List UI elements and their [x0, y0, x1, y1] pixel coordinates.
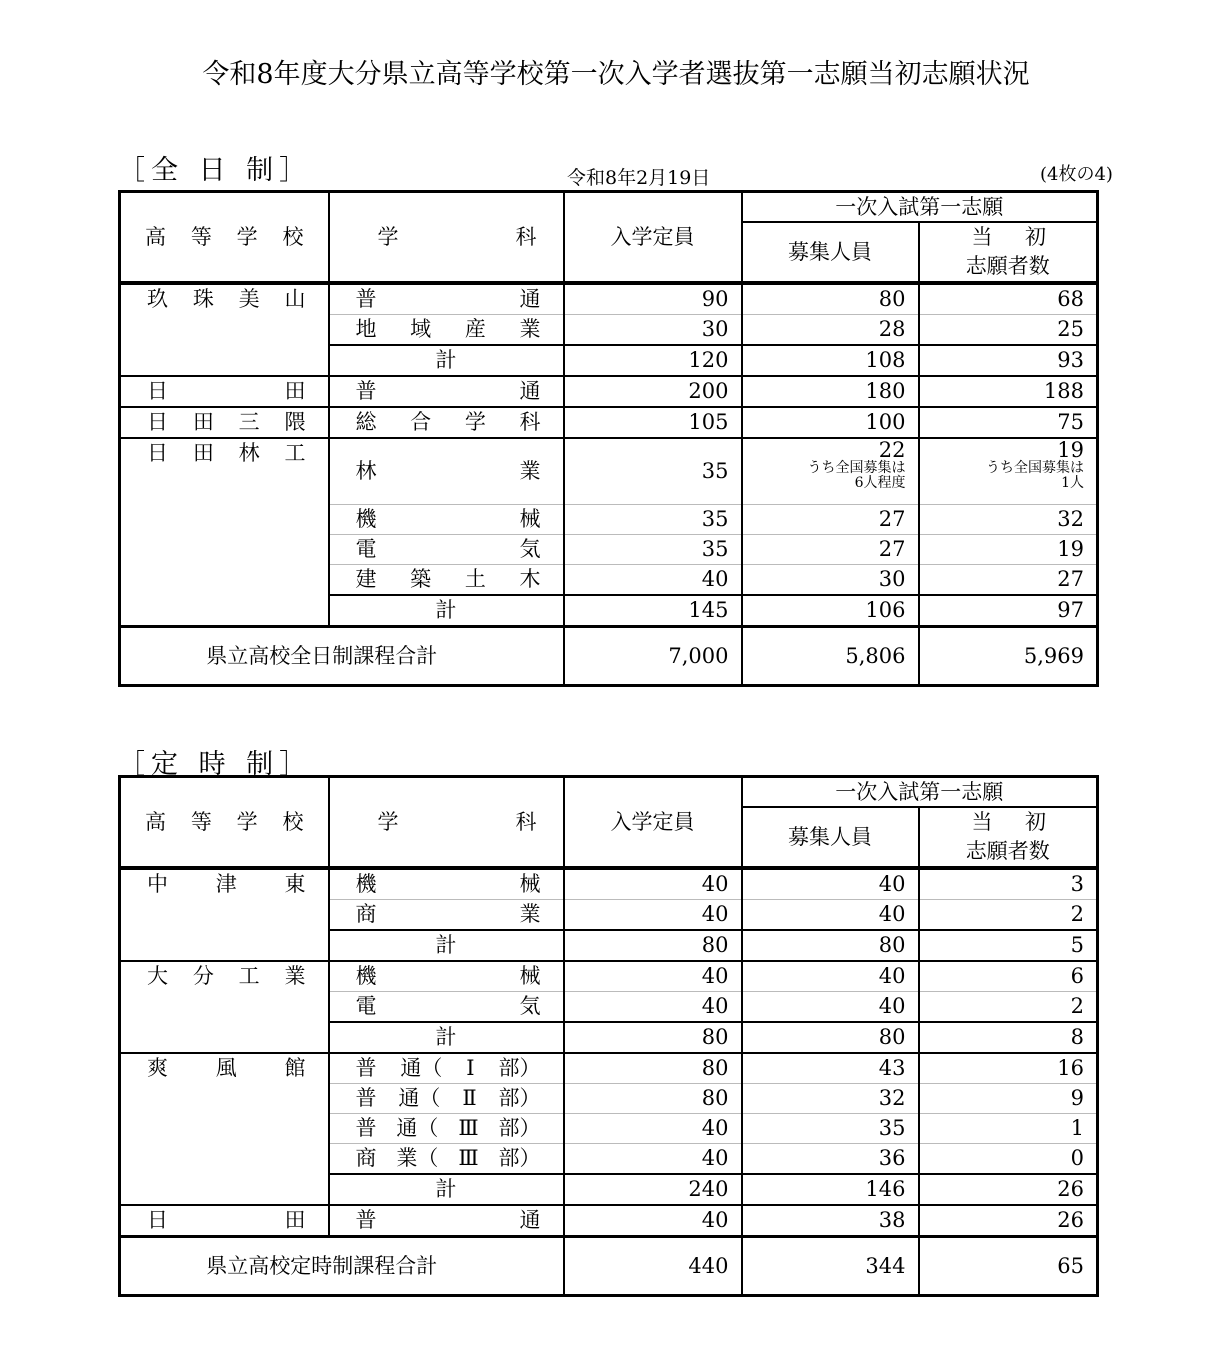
char: 田 [192, 410, 214, 434]
subtotal-label: 計 [329, 1022, 564, 1053]
school-name [120, 1053, 329, 1205]
char: 業 [284, 964, 306, 988]
capacity-cell: 40 [564, 868, 742, 900]
applicants-note: うち全国募集は [986, 460, 1084, 476]
char: 日 [147, 379, 168, 403]
applicants-cell: 26 [919, 1174, 1098, 1205]
char: 山 [284, 287, 306, 311]
header-school [120, 777, 329, 869]
total-label: 県立高校定時制課程合計 [120, 1237, 564, 1296]
recruit-cell: 27 [742, 534, 919, 564]
char: 築 [410, 566, 432, 591]
dept-name [329, 961, 564, 992]
char: 普 [355, 287, 377, 311]
char: 校 [282, 809, 304, 834]
dept-name [329, 1144, 564, 1175]
report-date: 令和8年2月19日 [567, 167, 711, 189]
capacity-cell: 35 [564, 534, 742, 564]
recruit-cell: 43 [742, 1053, 919, 1084]
total-label: 県立高校全日制課程合計 [120, 626, 564, 685]
char: Ⅲ [458, 1146, 479, 1170]
char: 等 [190, 809, 212, 834]
applicants-cell: 2 [919, 900, 1098, 931]
char: 珠 [192, 287, 214, 311]
total-capacity: 7,000 [564, 626, 742, 685]
char: 普 [355, 1116, 377, 1140]
school-name [120, 1205, 329, 1237]
recruit-cell: 36 [742, 1144, 919, 1175]
recruit-cell: 108 [742, 345, 919, 376]
char: 玖 [147, 287, 168, 311]
school-name [120, 961, 329, 1053]
header-capacity: 入学定員 [564, 192, 742, 284]
capacity-cell: 80 [564, 930, 742, 961]
char: 工 [284, 441, 306, 465]
char: 校 [282, 224, 304, 249]
char: 械 [519, 506, 541, 531]
char: 建 [355, 566, 377, 591]
char: 電 [355, 536, 377, 561]
char: 学 [377, 224, 399, 249]
recruit-note: 6人程度 [854, 475, 906, 491]
applicants-cell: 25 [919, 315, 1098, 346]
char: 通 [519, 379, 541, 403]
header-school [120, 192, 329, 284]
capacity-cell: 120 [564, 345, 742, 376]
applicants-cell: 2 [919, 992, 1098, 1023]
char: 大 [147, 964, 168, 988]
total-recruit: 344 [742, 1237, 919, 1296]
table-row [120, 407, 1098, 438]
char: 普 [355, 1056, 377, 1080]
recruit-cell: 146 [742, 1174, 919, 1205]
header-row [120, 192, 1098, 223]
char: 田 [284, 379, 306, 403]
char: 学 [236, 809, 258, 834]
recruit-cell: 180 [742, 376, 919, 407]
section-label-zennichi: ［全 日 制］ [118, 155, 313, 186]
char: 等 [190, 224, 212, 249]
char: 木 [519, 566, 541, 591]
char: 機 [355, 872, 377, 896]
recruit-cell: 106 [742, 595, 919, 627]
subtotal-label: 計 [329, 595, 564, 627]
applicants-note: 1人 [1061, 475, 1084, 491]
char: 中 [147, 872, 168, 896]
char: 館 [284, 1056, 306, 1080]
char: 日 [147, 441, 168, 465]
char: 土 [464, 566, 486, 591]
school-name [120, 407, 329, 438]
total-capacity: 440 [564, 1237, 742, 1296]
recruit-note: うち全国募集は [807, 460, 906, 476]
applicants-cell: 0 [919, 1144, 1098, 1175]
header-applicants-line2: 志願者数 [965, 254, 1050, 278]
recruit-cell: 22 うち全国募集は 6人程度 [742, 438, 919, 504]
dept-name [329, 283, 564, 315]
dept-name [329, 564, 564, 595]
char: 気 [519, 536, 541, 561]
char: 田 [192, 441, 214, 465]
zennichi-table [118, 190, 1099, 687]
capacity-cell: 40 [564, 961, 742, 992]
table-row [120, 376, 1098, 407]
char: 林 [355, 458, 377, 483]
char: 三 [238, 410, 260, 434]
table-row [120, 868, 1098, 900]
school-name [120, 376, 329, 407]
header-applicants [919, 807, 1098, 868]
char: 科 [519, 410, 541, 434]
table-row [120, 1205, 1098, 1237]
char: 商 [355, 902, 377, 926]
char: 当 [971, 810, 993, 834]
total-row [120, 1237, 1098, 1296]
capacity-cell: 35 [564, 504, 742, 534]
capacity-cell: 40 [564, 1114, 742, 1144]
applicants-cell: 8 [919, 1022, 1098, 1053]
char: Ⅱ [462, 1086, 477, 1110]
char: 普 [355, 1086, 377, 1110]
subtotal-label: 計 [329, 930, 564, 961]
capacity-cell: 80 [564, 1022, 742, 1053]
char: 林 [238, 441, 260, 465]
header-capacity: 入学定員 [564, 777, 742, 869]
header-row [120, 777, 1098, 808]
page-indicator: (4枚の4) [1040, 164, 1113, 185]
applicants-cell: 16 [919, 1053, 1098, 1084]
recruit-cell: 28 [742, 315, 919, 346]
recruit-cell: 30 [742, 564, 919, 595]
dept-name [329, 407, 564, 438]
header-recruit: 募集人員 [742, 807, 919, 868]
capacity-cell: 240 [564, 1174, 742, 1205]
char: 機 [355, 964, 377, 988]
char: 械 [519, 872, 541, 896]
recruit-cell: 27 [742, 504, 919, 534]
char: 業 [519, 902, 541, 926]
applicants-cell: 19 うち全国募集は 1人 [919, 438, 1098, 504]
recruit-cell: 38 [742, 1205, 919, 1237]
subtotal-label: 計 [329, 1174, 564, 1205]
char: 部） [498, 1146, 541, 1170]
dept-name [329, 1205, 564, 1237]
char: 通 [519, 1208, 541, 1232]
capacity-cell: 40 [564, 1205, 742, 1237]
total-recruit: 5,806 [742, 626, 919, 685]
char: 風 [215, 1056, 237, 1080]
capacity-cell: 40 [564, 900, 742, 931]
char: 通（ [396, 1116, 439, 1140]
recruit-cell: 40 [742, 961, 919, 992]
applicants-cell: 6 [919, 961, 1098, 992]
char: 部） [498, 1086, 541, 1110]
subtotal-label: 計 [329, 345, 564, 376]
recruit-cell: 40 [742, 868, 919, 900]
applicants-cell: 188 [919, 376, 1098, 407]
char: 爽 [147, 1056, 168, 1080]
char: 当 [971, 225, 993, 249]
char: 高 [145, 809, 166, 834]
char: 日 [147, 410, 168, 434]
total-row [120, 626, 1098, 685]
dept-name [329, 504, 564, 534]
table-row [120, 1053, 1098, 1084]
char: 通 [519, 287, 541, 311]
school-name [120, 868, 329, 961]
page-title: 令和8年度大分県立高等学校第一次入学者選抜第一志願当初志願状況 [202, 59, 1030, 90]
char: 械 [519, 964, 541, 988]
header-recruit: 募集人員 [742, 222, 919, 283]
capacity-cell: 40 [564, 1144, 742, 1175]
total-applicants: 5,969 [919, 626, 1098, 685]
char: 商 [355, 1146, 377, 1170]
recruit-cell: 80 [742, 1022, 919, 1053]
char: 学 [464, 410, 486, 434]
header-dept [329, 192, 564, 284]
char: 東 [284, 872, 306, 896]
capacity-cell: 200 [564, 376, 742, 407]
char: 田 [284, 1208, 306, 1232]
capacity-cell: 90 [564, 283, 742, 315]
char: 科 [515, 224, 537, 249]
char: 電 [355, 994, 377, 1018]
applicants-cell: 68 [919, 283, 1098, 315]
capacity-cell: 80 [564, 1053, 742, 1084]
char: 工 [238, 964, 260, 988]
recruit-cell: 32 [742, 1084, 919, 1114]
char: 合 [410, 410, 432, 434]
section-label-teiji: ［定 時 制］ [118, 749, 313, 780]
char: 域 [410, 317, 432, 341]
capacity-cell: 40 [564, 992, 742, 1023]
total-applicants: 65 [919, 1237, 1098, 1296]
table-row [120, 961, 1098, 992]
char: 普 [355, 379, 377, 403]
char: 学 [236, 224, 258, 249]
capacity-cell: 105 [564, 407, 742, 438]
char: 気 [519, 994, 541, 1018]
dept-name [329, 1053, 564, 1084]
char: 普 [355, 1208, 377, 1232]
capacity-cell: 30 [564, 315, 742, 346]
capacity-cell: 80 [564, 1084, 742, 1114]
dept-name [329, 315, 564, 346]
capacity-cell: 145 [564, 595, 742, 627]
applicants-cell: 19 [919, 534, 1098, 564]
header-group: 一次入試第一志願 [742, 777, 1098, 808]
char: 部） [498, 1116, 541, 1140]
char: 業 [519, 458, 541, 483]
char: 業 [519, 317, 541, 341]
char: 美 [238, 287, 260, 311]
capacity-cell: 35 [564, 438, 742, 504]
applicants-cell: 32 [919, 504, 1098, 534]
header-dept [329, 777, 564, 869]
char: 高 [145, 224, 166, 249]
header-group: 一次入試第一志願 [742, 192, 1098, 223]
teiji-table [118, 775, 1099, 1297]
applicants-cell: 9 [919, 1084, 1098, 1114]
char: Ⅰ [466, 1056, 475, 1080]
applicants-cell: 27 [919, 564, 1098, 595]
char: 初 [1025, 225, 1046, 249]
school-name [120, 283, 329, 376]
char: 業（ [396, 1146, 439, 1170]
char: 科 [515, 809, 537, 834]
recruit-cell: 40 [742, 900, 919, 931]
char: Ⅲ [458, 1116, 479, 1140]
dept-name [329, 1084, 564, 1114]
recruit-cell: 80 [742, 283, 919, 315]
char: 総 [355, 410, 377, 434]
applicants-cell: 97 [919, 595, 1098, 627]
recruit-cell: 40 [742, 992, 919, 1023]
char: 学 [377, 809, 399, 834]
char: 機 [355, 506, 377, 531]
dept-name [329, 1114, 564, 1144]
header-applicants-line2: 志願者数 [965, 839, 1050, 863]
capacity-cell: 40 [564, 564, 742, 595]
dept-name [329, 868, 564, 900]
char: 津 [215, 872, 237, 896]
char: 日 [147, 1208, 168, 1232]
applicants-cell: 93 [919, 345, 1098, 376]
dept-name [329, 376, 564, 407]
char: 産 [464, 317, 486, 341]
recruit-cell: 35 [742, 1114, 919, 1144]
dept-name [329, 534, 564, 564]
header-applicants [919, 222, 1098, 283]
applicants-cell: 5 [919, 930, 1098, 961]
dept-name [329, 438, 564, 504]
dept-name [329, 992, 564, 1023]
char: 通（ [398, 1086, 441, 1110]
char: 部） [498, 1056, 541, 1080]
table-row [120, 438, 1098, 504]
applicants-cell: 3 [919, 868, 1098, 900]
char: 隈 [284, 410, 306, 434]
applicants-cell: 75 [919, 407, 1098, 438]
applicants-cell: 26 [919, 1205, 1098, 1237]
school-name [120, 438, 329, 626]
char: 分 [192, 964, 214, 988]
char: 初 [1025, 810, 1046, 834]
char: 通（ [400, 1056, 443, 1080]
table-row [120, 283, 1098, 315]
dept-name [329, 900, 564, 931]
applicants-cell: 1 [919, 1114, 1098, 1144]
char: 地 [355, 317, 377, 341]
recruit-cell: 100 [742, 407, 919, 438]
recruit-cell: 80 [742, 930, 919, 961]
